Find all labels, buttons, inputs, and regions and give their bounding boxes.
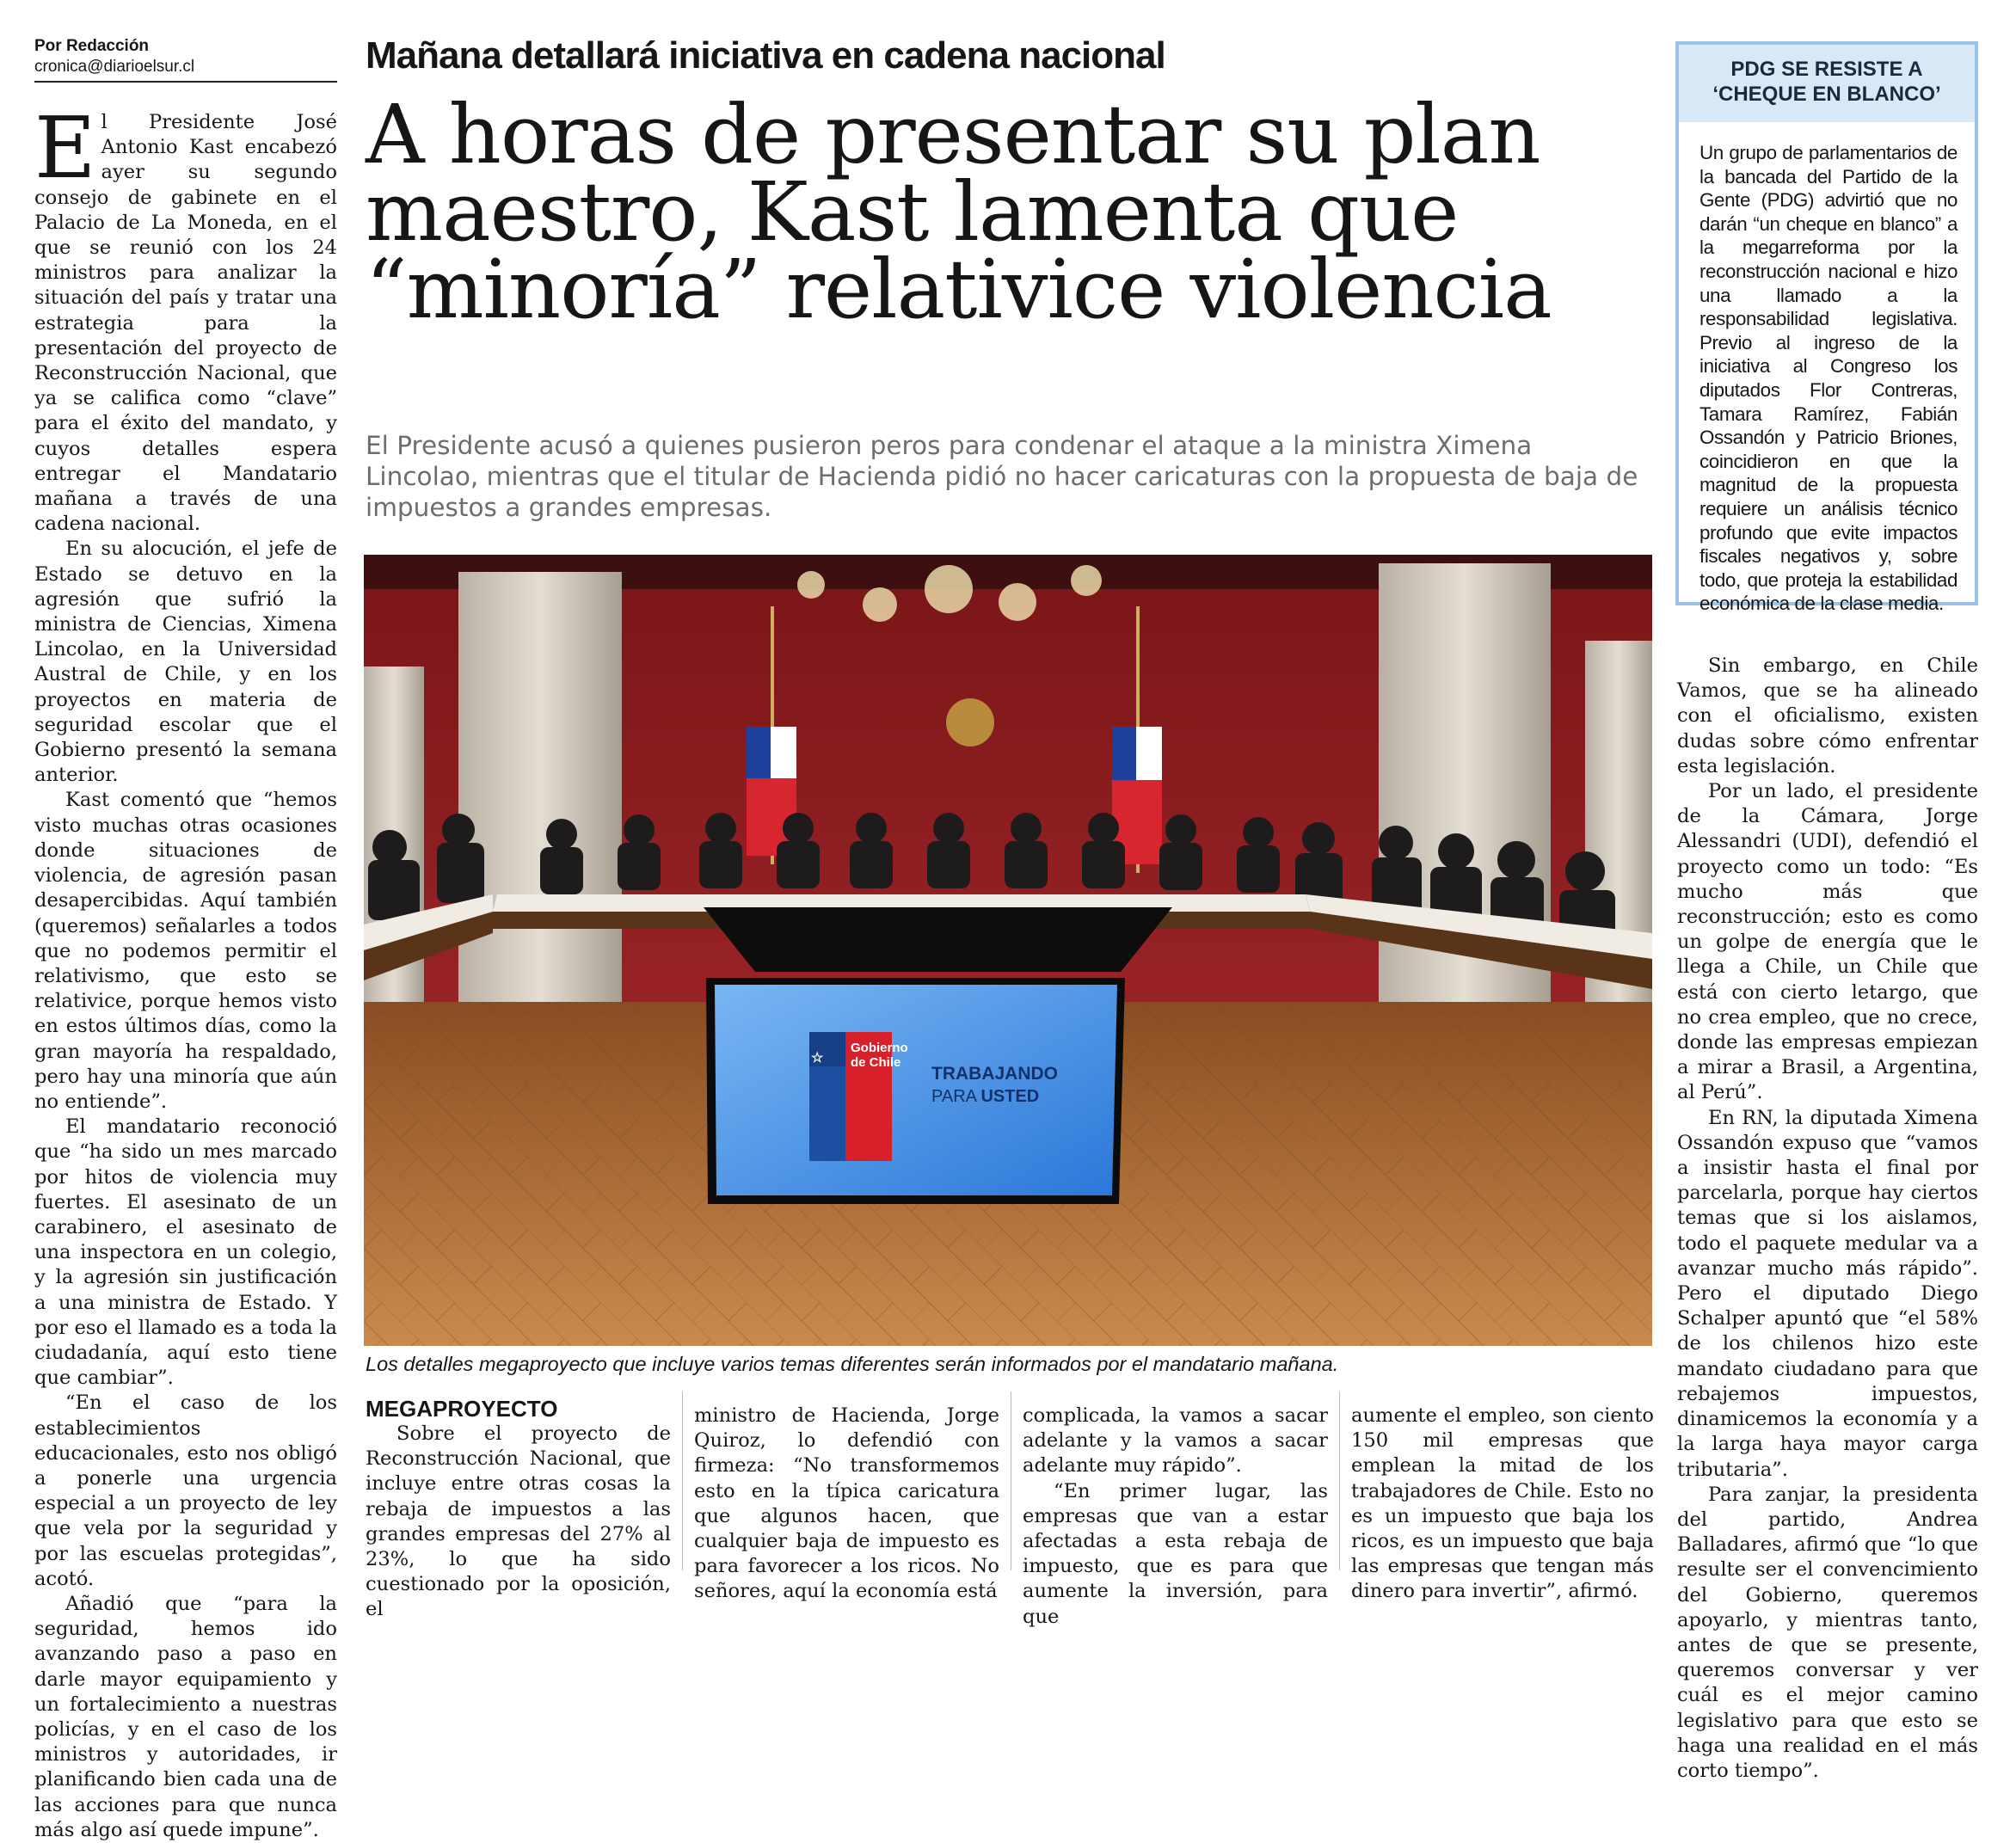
drop-cap: E [34,100,96,198]
mega-column-4 [1351,1404,1654,1605]
kicker: Mañana detallará iniciativa en cadena nacional [366,34,1165,77]
left-paragraph-3: Kast comentó que “hemos visto muchas otras ocasiones donde situaciones de violencia, de agresión pasan desapercibidas. Aquí también (queremos) señalarles a todos que no podemos permitir el relativismo, que esto se relativice, porque hemos visto en estos últimos días, como la gran mayoría ha respaldado, pero hay una minoría que aún no entiende”. [34,789,337,1113]
left-paragraph-2: En su alocución, el jefe de Estado se detuvo en la agresión que sufrió la ministra de Ciencias, Ximena Lincolao, en la Universidad Austral de Chile, y en los proyectos en materia de seguridad escolar que el Gobierno presentó la semana anterior. [34,538,337,787]
byline [34,36,337,83]
mega-paragraph-2: ministro de Hacienda, Jorge Quiroz, lo defendió con firmeza: “No transformemos esto en la típica caricatura que algunos hacen, que cualquier baja de impuesto es para favorecer a los ricos. No señores, aquí la economía está [694,1404,999,1603]
screen-line-2a: PARA [931,1087,976,1106]
photo-caption: Los detalles megaproyecto que incluye varios temas diferentes serán informados por el mandatario mañana. [366,1353,1339,1375]
column-rule [1339,1391,1340,1570]
mega-column-3 [1023,1404,1328,1630]
right-column [1677,654,1978,1784]
mega-paragraph-3a: complicada, la vamos a sacar adelante y la vamos a sacar adelante muy rápido”. [1023,1404,1328,1477]
mega-column-2 [694,1404,999,1605]
left-paragraph-1-text: l Presidente José Antonio Kast encabezó ayer su segundo consejo de gabinete en el Palacio de La Moneda, en el que se reunió con los 24 ministros para analizar la situación del país y tratar una estrategia para la presentación del proyecto de Reconstrucción Nacional, que ya se califica como “clave” para el éxito del mandato, y cuyos detalles espera entregar el Mandatario mañana a través de una cadena nacional. [34,111,337,536]
mega-paragraph-4: aumente el empleo, son ciento 150 mil empresas que emplean la mitad de los trabajadores de Chile. Esto no es un impuesto que baja los ricos, es un impuesto que baja las empresas que tengan más dinero para invertir”, afirmó. [1351,1404,1654,1603]
sidebar-paragraph: Un grupo de parlamentarios de la bancada del Partido de la Gente (PDG) advirtió que no darán “un cheque en blanco” a la megarreforma por la reconstrucción nacional e hizo una llamado a la responsabilidad legislativa. Previo al ingreso de la iniciativa al Congreso los diputados Flor Contreras, Tamara Ramírez, Fabián Ossandón y Patricio Briones, coincidieron en que la magnitud de la propuesta requiere un análisis técnico profundo que evite impactos fiscales negativos y, sobre todo, que proteja la estabilidad económica de la clase media. [1699,142,1958,615]
right-paragraph-4: Para zanjar, la presidenta del partido, Andrea Balladares, afirmó que “lo que resulte ser el convencimiento del Gobierno, queremos apoyarlo, y mientras tanto, antes de que se presente, queremos conversar y ver cuál es el mejor camino legislativo para que esto se haga una realidad en el más corto tiempo”. [1677,1483,1978,1782]
svg-text:☆: ☆ [811,1051,824,1066]
headline-line-3: “minoría” relativice violencia [366,243,1552,337]
byline-email: cronica@diarioelsur.cl [34,58,195,76]
sidebar-box [1675,41,1978,615]
right-paragraph-3: En RN, la diputada Ximena Ossandón expuso que “vamos a insistir hasta el final por parcelarla, porque hay ciertos temas que si los aislamos, todo el paquete medular va a avanzar mucho más rápido”. Pero el diputado Diego Schalper apuntó que “el 58% de los chilenos hizo este mandato ciudadano para que rebajemos impuestos, dinamicemos la economía y a la larga haya mayor carga tributaria”. [1677,1106,1978,1481]
screen-line-2 [931,1087,1039,1106]
screen-line-2b: USTED [980,1087,1040,1106]
left-paragraph-5: “En el caso de los establecimientos educacionales, esto nos obligó a ponerle una urgencia especial a un proyecto de ley que vela por la seguridad y por las escuelas protegidas”, acotó. [34,1391,337,1590]
brand-line-2: de Chile [851,1055,901,1070]
brand-line-1: Gobierno [851,1041,908,1055]
photo-illustration [364,555,1652,1346]
subhead-megaproyecto: MEGAPROYECTO [366,1396,558,1422]
left-paragraph-1 [34,100,337,537]
sidebar-title [1679,45,1975,122]
lead-paragraph: El Presidente acusó a quienes pusieron peros para condenar el ataque a la ministra Ximena Lincolao, mientras que el titular de Hacienda pidió no hacer caricaturas con la propuesta de baja de impuestos a grandes empresas. [366,431,1638,522]
headline-line-2: maestro, Kast lamenta que [366,165,1459,260]
left-paragraph-6: Añadió que “para la seguridad, hemos ido avanzando paso a paso en darle mayor equipamiento y un fortalecimiento a nuestras policías, y en el caso de los ministros y autoridades, ir planificando bien cada una de las acciones para que nunca más algo así quede impune”. [34,1592,337,1841]
mega-column-1 [366,1397,671,1623]
screen-line-1: TRABAJANDO [931,1064,1058,1084]
cabinet-meeting-photo [364,555,1652,1346]
column-rule [682,1391,683,1570]
mega-paragraph-3b: “En primer lugar, las empresas que van a estar afectadas a esta rebaja de impuesto, que es para que aumente la inversión, para que [1023,1479,1328,1628]
right-paragraph-1: Sin embargo, en Chile Vamos, que se ha alineado con el oficialismo, existen dudas sobre cómo enfrentar esta legislación. [1677,654,1978,777]
right-paragraph-2: Por un lado, el presidente de la Cámara, Jorge Alessandri (UDI), defendió el proyecto como un todo: “Es mucho más que reconstrucción; esto es como un golpe de energía que le llega a Chile, un Chile que está con cierto letargo, que no crea empleo, que no crece, donde las empresas empiezan a mirar a Brasil, a Argentina, al Perú”. [1677,780,1978,1104]
sidebar-body [1699,141,1958,616]
sidebar-title-line-2: ‘CHEQUE EN BLANCO’ [1712,83,1941,106]
left-paragraph-4: El mandatario reconoció que “ha sido un mes marcado por hitos de violencia muy fuertes. El asesinato de un carabinero, el asesinato de una inspectora en un colegio, y la agresión sin justificación a una ministra de Estado. Y por eso el llamado es a toda la ciudadanía, aquí esto tiene que cambiar”. [34,1115,337,1390]
left-column [34,100,337,1843]
headline [366,88,1638,337]
sidebar-title-line-1: PDG SE RESISTE A [1730,58,1923,81]
headline-line-1: A horas de presentar su plan [366,88,1540,182]
byline-author: Por Redacción [34,37,150,55]
mega-paragraph-1: Sobre el proyecto de Reconstrucción Nacional, que incluye entre otras cosas la rebaja de impuestos a las grandes empresas del 27% al 23%, lo que ha sido cuestionado por la oposición, el [366,1422,671,1621]
